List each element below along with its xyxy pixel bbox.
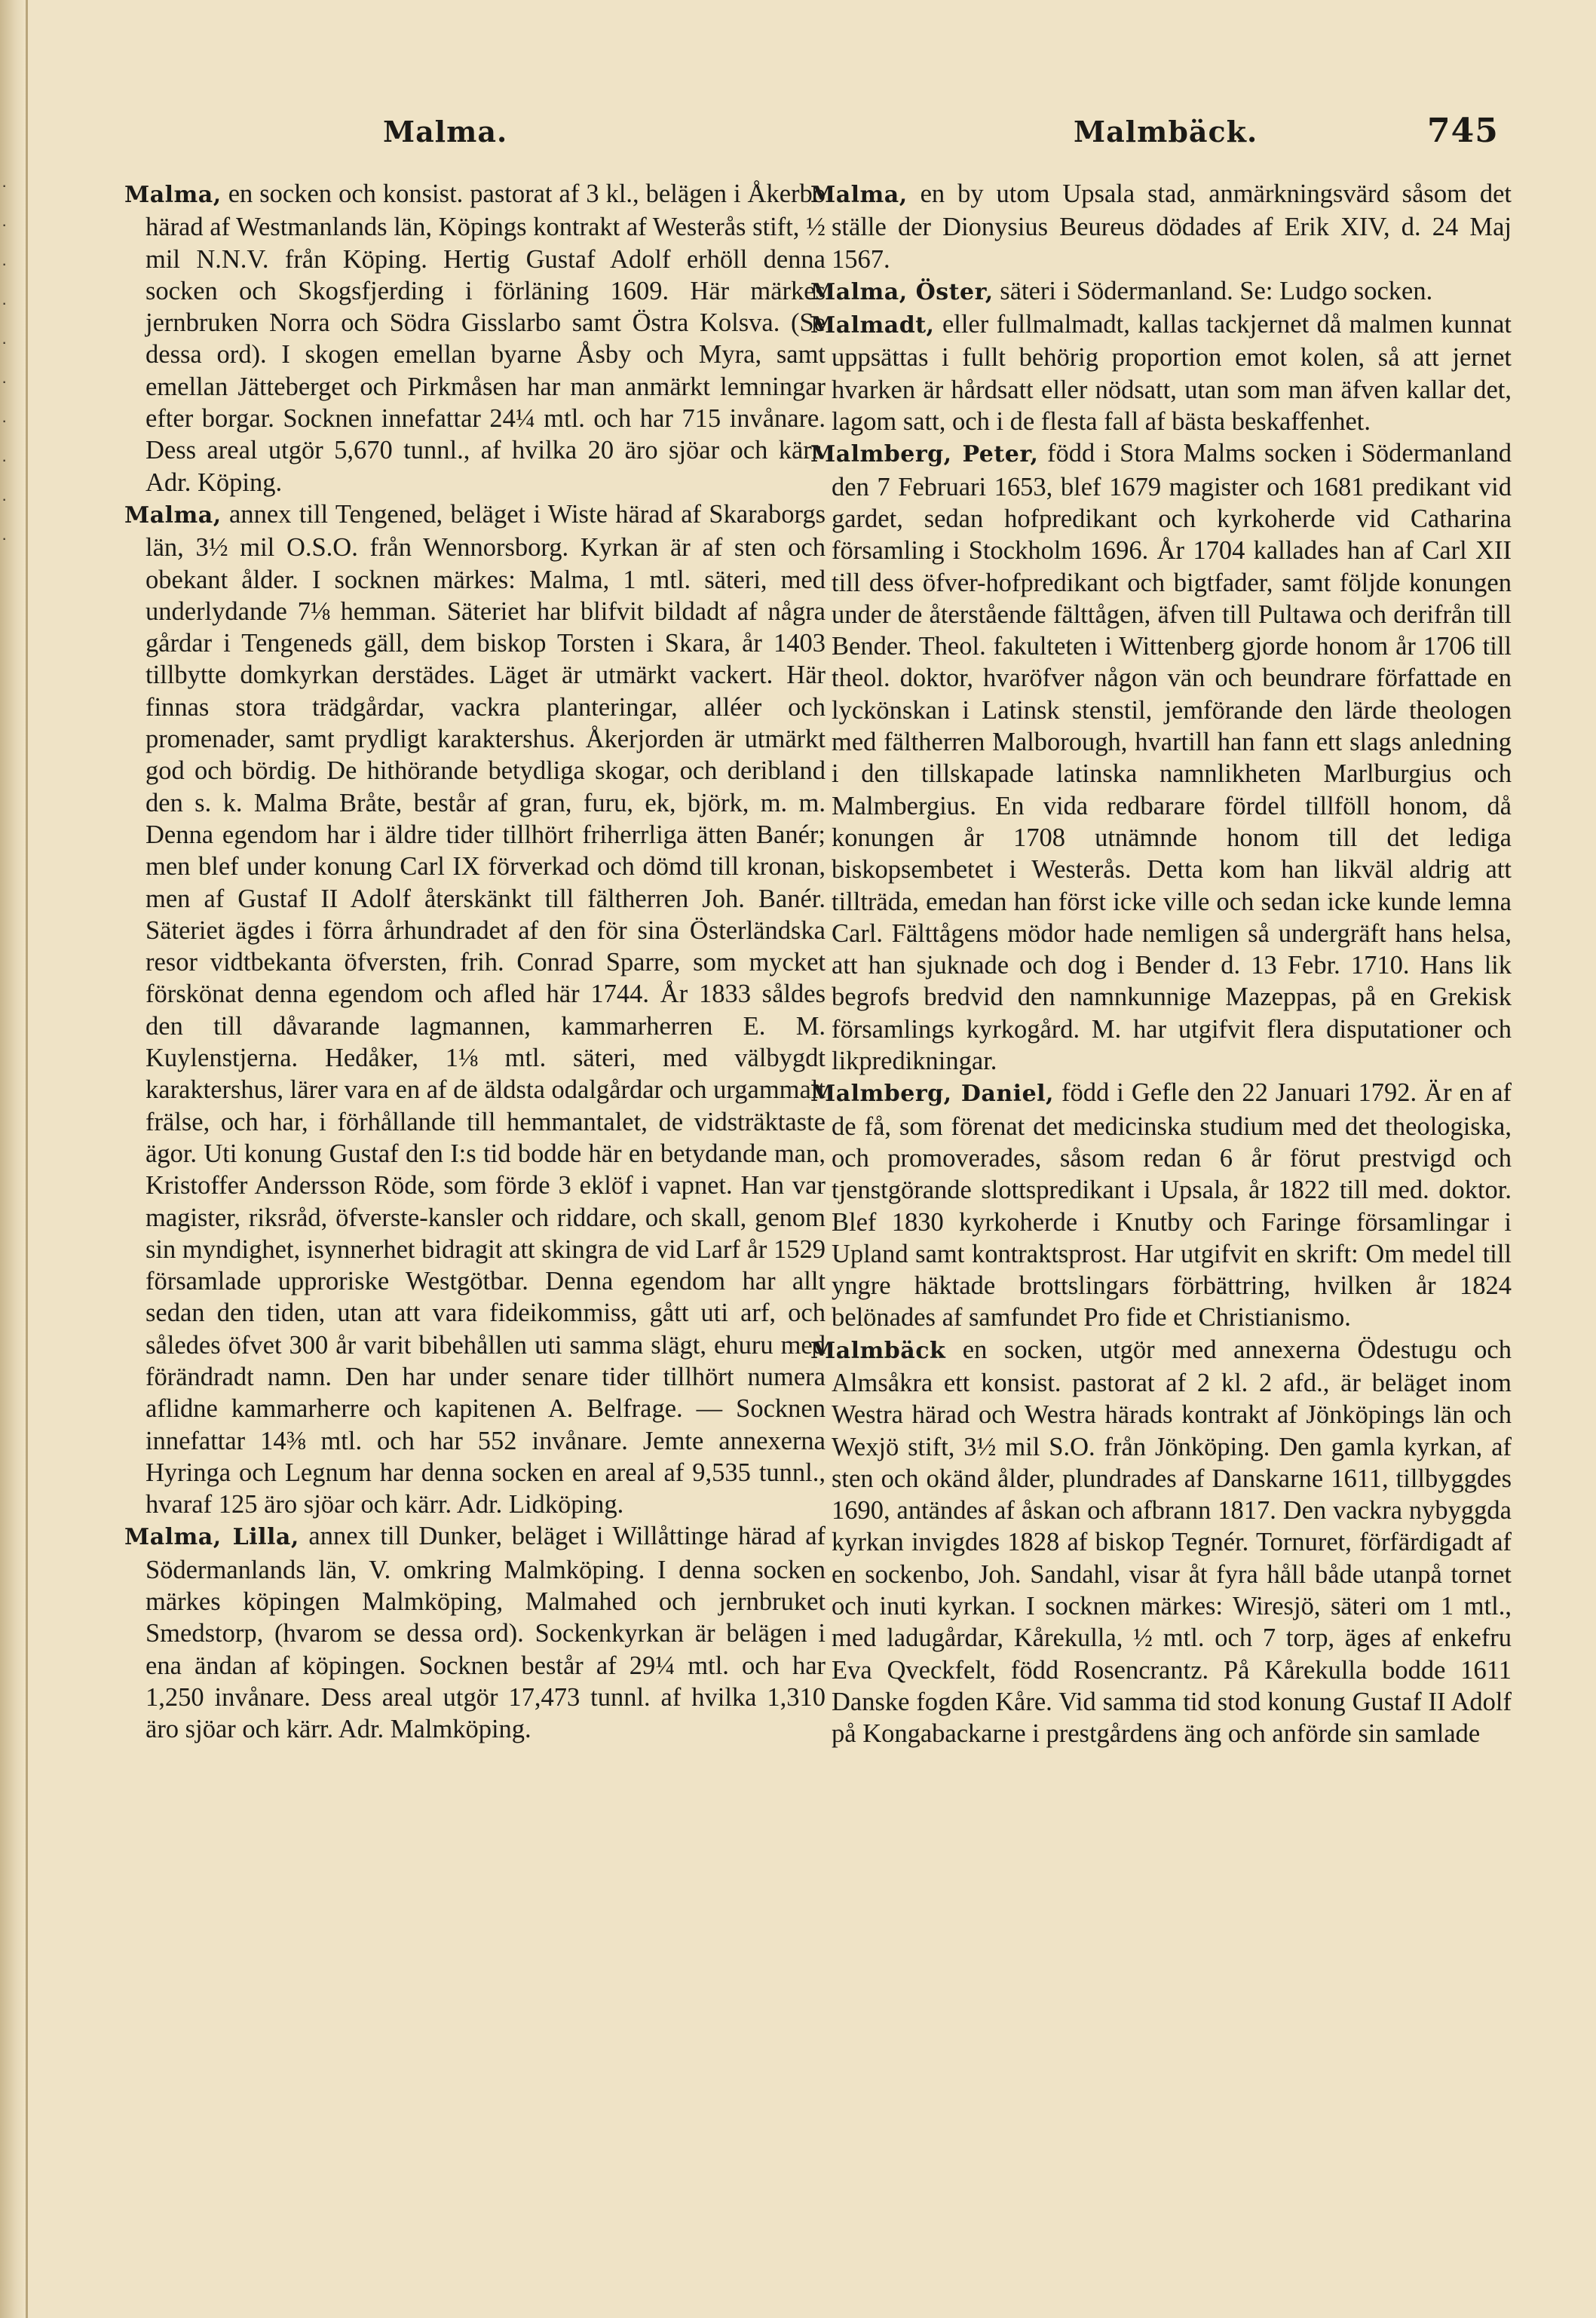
entry-headword: Malmadt, <box>810 312 935 339</box>
entry-malma-westmanland <box>124 178 826 498</box>
entry-headword: Malma, Öster, <box>810 278 994 305</box>
entry-headword: Malma, <box>810 182 908 208</box>
running-head-left: Malma. <box>383 115 508 149</box>
entry-text: eller fullmalmadt, kallas tackjernet då malmen kunnat uppsättas i fullt behörig proportion emot kolen, så att jernet hvarken är hårdsatt eller nödsatt, utan som man äfven kallar det, lagom satt, och i de flesta fall af bästa beskaffenhet. <box>832 310 1512 437</box>
right-column <box>810 178 1512 1750</box>
entry-malmadt <box>810 308 1512 437</box>
entry-malmberg-peter <box>810 437 1512 1077</box>
entry-headword: Malmberg, Daniel, <box>810 1081 1055 1108</box>
entry-malmberg-daniel <box>810 1077 1512 1333</box>
entry-malma-upsala <box>810 178 1512 275</box>
entry-text: en socken, utgör med annexerna Ödestugu och Almsåkra ett konsist. pastorat af 2 kl. 2 afd., är beläget inom Westra härad och Westra härads kontrakt af Jönköpings län och Wexjö stift, 3½ mil S.O. från Jönköping. Den gamla kyrkan, af sten och okänd ålder, plundrades af Danskarne 1611, tillbyggdes 1690, antändes af åskan och afbrann 1817. Den vackra nybyggda kyrkan invigdes 1828 af biskop Tegnér. Tornuret, förfärdigadt af en sockenbo, Joh. Sandahl, visar åt fyra håll både utanpå tornet och inuti kyrkan. I socknen märkes: Wiresjö, säteri om 1 mtl., med ladugårdar, Kårekulla, ½ mtl. och 7 torp, äges af enkefru Eva Qveckfelt, född Rosencrantz. På Kårekulla bodde 1611 Danske fogden Kåre. Vid samma tid stod konung Gustaf II Adolf på Kongabackarne i prestgårdens äng och anförde sin samlade <box>832 1335 1512 1749</box>
entry-headword: Malmbäck <box>810 1337 946 1364</box>
entry-text: född i Gefle den 22 Januari 1792. Är en af de få, som förenat det medicinska studium med det theologiska, och promoverades, såsom redan 6 år förut prestvigd och tjenstgörande slottspredikant i Upsala, år 1822 till med. doktor. Blef 1830 kyrkoherde i Knutby och Faringe församlingar i Upland samt kontraktsprost. Har utgifvit en skrift: Om medel till yngre häktade brottslingars förbättring, hvilken år 1824 belönades af samfundet Pro fide et Christianismo. <box>832 1078 1512 1332</box>
running-head-right: Malmbäck. <box>1074 115 1258 149</box>
entry-malmback <box>810 1334 1512 1750</box>
entry-malma-lilla <box>124 1520 826 1745</box>
entry-text: född i Stora Malms socken i Södermanland den 7 Februari 1653, blef 1679 magister och 1681 predikant vid gardet, sedan hofpredikant och kyrkoherde vid Catharina församling i Stockholm 1696. År 1704 kallades han af Carl XII till dess öfver-hofpredikant och bigtfader, samt följde konungen under de återstående fälttågen, äfven till Pultawa och derifrån till Bender. Theol. fakulteten i Wittenberg gjorde honom år 1706 till theol. doktor, hvaröfver någon vän och beundrare författade en lyckönskan i Latinsk stenstil, jemförande den lärde theologen med fältherren Malborough, hvartill han fann ett slags anledning i den tillskapade latinska namnlikheten Marlburgius och Malmbergius. En vida redbarare fördel tillföll honom, då konungen år 1708 utnämnde honom till det lediga biskopsembetet i Westerås. Detta kom han likväl aldrig att tillträda, emedan han först icke ville och sedan icke kunde lemna Carl. Fälttågens mödor hade nemligen så undergräft hans helsa, att han sjuknade och dog i Bender d. 13 Febr. 1710. Hans lik begrofs bredvid den namnkunnige Mazeppas, på en Grekisk församlings kyrkogård. M. har utgifvit flera disputationer och likpredikningar. <box>832 439 1512 1076</box>
entry-text: en socken och konsist. pastorat af 3 kl., belägen i Åkerbo härad af Westmanlands län, Köpings kontrakt af Westerås stift, ½ mil N.N.V. från Köping. Hertig Gustaf Adolf erhöll denna socken och Skogsfjerding i förläning 1609. Här märkes jernbruken Norra och Södra Gisslarbo samt Östra Kolsva. (Se dessa ord). I skogen emellan byarne Åsby och Myra, samt emellan Jätteberget och Pirkmåsen har man anmärkt lemningar efter borgar. Socknen innefattar 24¼ mtl. och har 715 invånare. Dess areal utgör 5,670 tunnl., af hvilka 20 äro sjöar och kärr. Adr. Köping. <box>146 179 826 497</box>
margin-marks: · · · · · · · · · · <box>2 176 8 547</box>
entry-headword: Malma, <box>124 182 222 208</box>
entry-headword: Malmberg, Peter, <box>810 441 1039 468</box>
page-number: 745 <box>1427 112 1499 150</box>
entry-headword: Malma, <box>124 501 222 529</box>
entry-text: säteri i Södermanland. Se: Ludgo socken. <box>1000 276 1433 305</box>
entry-text: en by utom Upsala stad, anmärkningsvärd såsom det ställe der Dionysius Beureus dödades af Erik XIV, d. 24 Maj 1567. <box>832 179 1512 274</box>
entry-text: annex till Tengened, beläget i Wiste härad af Skaraborgs län, 3½ mil O.S.O. från Wennorsborg. Kyrkan är af sten och obekant ålder. I socknen märkes: Malma, 1 mtl. säteri, med underlydande 7⅛ hemman. Säteriet har blifvit bildadt af några gårdar i Tengeneds gäll, dem biskop Torsten i Skara, år 1403 tillbytte domkyrkan derstädes. Läget är utmärkt vackert. Här finnas stora trädgårdar, vackra planteringar, alléer och promenader, samt prydligt karaktershus. Åkerjorden är utmärkt god och bördig. De hithörande betydliga skogar, och deribland den s. k. Malma Bråte, består af gran, furu, ek, björk, m. m. Denna egendom har i äldre tider tillhört friherrliga ätten Banér; men blef under konung Carl IX förverkad och dömd till kronan, men af Gustaf II Adolf återskänkt till fältherren Joh. Banér. Säteriet ägdes i förra århundradet af den för sina Österländska resor vidtbekanta öfversten, frih. Conrad Sparre, som mycket förskönat denna egendom och afled här 1744. År 1833 såldes den till dåvarande lagmannen, kammarherren E. M. Kuylenstjerna. Hedåker, 1⅛ mtl. säteri, med välbygdt karaktershus, lärer vara en af de äldsta odalgårdar och urgammalt frälse, och har, i förhållande till hemmantalet, de vidsträktaste ägor. Uti konung Gustaf den I:s tid bodde här en betydande man, Kristoffer Andersson Röde, som förde 3 eklöf i vapnet. Han var magister, riksråd, öfverste-kansler och riddare, och skall, genom sin myndighet, isynnerhet bidragit att skingra de vid Larf år 1529 församlade upproriske Westgötbar. Denna egendom har allt sedan den tiden, utan att vara fideikommiss, gått uti arf, och således öfvet 300 år varit bibehållen uti samma slägt, ehuru med förändradt namn. Den har under senare tider tillhört numera aflidne kammarherre och kapitenen A. Belfrage. — Socknen innefattar 14⅜ mtl. och har 552 invånare. Jemte annexerna Hyringa och Legnum har denna socken en areal af 9,535 tunnl., hvaraf 125 äro sjöar och kärr. Adr. Lidköping. <box>146 499 826 1519</box>
entry-malma-skaraborg <box>124 498 826 1521</box>
entry-text: annex till Dunker, beläget i Willåttinge härad af Södermanlands län, V. omkring Malmköping. I denna socken märkes köpingen Malmköping, Malmahed och jernbruket Smedstorp, (hvarom se dessa ord). Sockenkyrkan är belägen i ena ändan af köpingen. Socknen består af 29¼ mtl. och har 1,250 invånare. Dess areal utgör 17,473 tunnl. af hvilka 1,310 äro sjöar och kärr. Adr. Malmköping. <box>146 1522 826 1744</box>
entry-malma-oster <box>810 275 1512 308</box>
entry-headword: Malma, Lilla, <box>124 1524 299 1551</box>
left-column <box>124 178 826 1746</box>
page-edge <box>26 0 28 2318</box>
